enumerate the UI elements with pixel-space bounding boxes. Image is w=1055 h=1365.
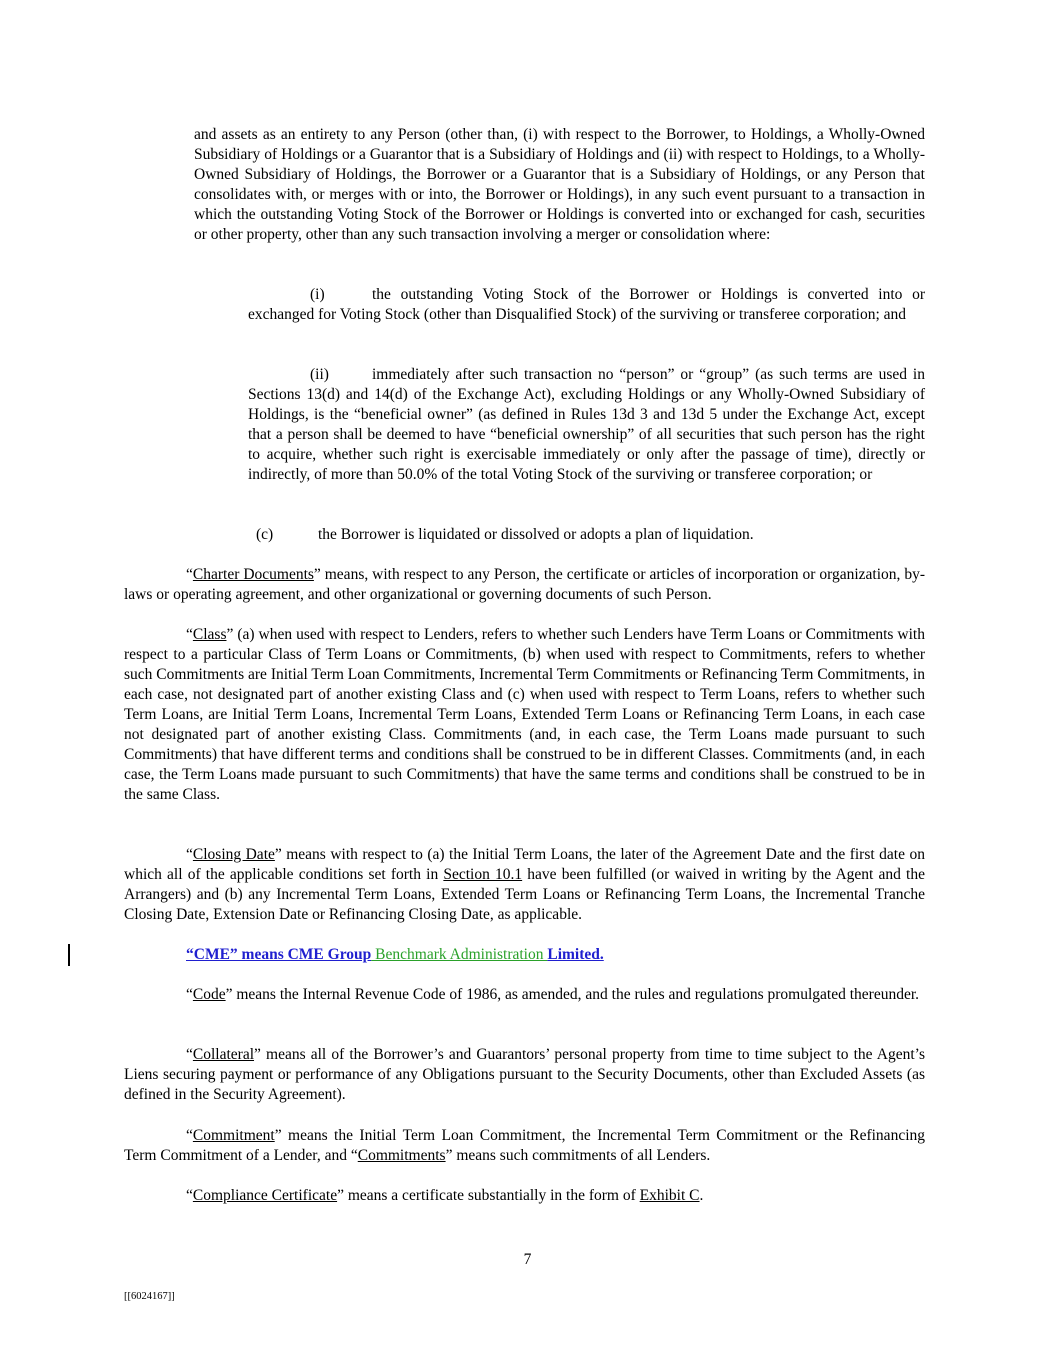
definition-code — [124, 985, 925, 1005]
sub-item-number: (ii) — [310, 366, 329, 383]
definition-compliance-certificate — [124, 1186, 925, 1206]
definition-text: ” means the Internal Revenue Code of 1986, as amended, and the rules and regulations promulgated thereunder. — [225, 986, 920, 1003]
definition-text: ” means with respect to (a) the Initial Term Loans, the later of the Agreement Date and the first date on which all of the applicable conditions set forth in — [124, 846, 925, 883]
definition-text: ” (a) when used with respect to Lenders, refers to whether such Lenders have Term Loans or Commitments with respect to a particular Class of Term Loans or Commitments, (b) when used with respect to Commitments, refers to whether such Commitments are Initial Term Loan Commitments, Incremental Term Commitments or Refinancing Term Commitments, in each case, not designated part of another existing Class and (c) when used with respect to Term Loans, refers to whether such Term Loans, are Initial Term Loans, Incremental Term Loans, Extended Term Loans or Refinancing Term Loans, in each case not designated part of another existing Class. Commitments (and, in each case, the Term Loans made pursuant to such Commitments) that have different terms and conditions shall be construed to be in different Classes. Commitments (and, in each case, the Term Loans made pursuant to such Commitments) that have the same terms and conditions shall be construed to be in the same Class. — [124, 626, 925, 803]
definition-text-rest: . — [699, 1187, 704, 1204]
open-quote: “ — [186, 846, 193, 863]
open-quote: “ — [186, 626, 193, 643]
revision-change-bar — [68, 944, 70, 966]
definition-text: ” means a certificate substantially in the form of — [337, 1187, 640, 1204]
exhibit-reference[interactable]: Exhibit C — [639, 1187, 700, 1204]
definition-collateral — [124, 1045, 925, 1105]
defined-term-plural: Commitments — [357, 1147, 446, 1164]
definition-text: ” means all of the Borrower’s and Guarantors’ personal property from time to time subject to the Agent’s Liens securing payment or performance of any Obligations pursuant to the Security Documents, other than Excluded Assets (as defined in the Security Agreement). — [124, 1046, 925, 1103]
item-number: (c) — [256, 526, 274, 543]
continuation-paragraph: and assets as an entirety to any Person (other than, (i) with respect to the Borrower, to Holdings, a Wholly-Owned Subsidiary of Holdings or a Guarantor that is a Subsidiary of Holdings and (ii) with respect to Holdings, to a Wholly-Owned Subsidiary of Holdings, the Borrower or a Guarantor that is a Subsidiary of Holdings, or any Person that consolidates with, or merges with or into, the Borrower or Holdings), in any such event pursuant to a transaction in which the outstanding Voting Stock of the Borrower or Holdings is converted into or exchanged for cash, securities or other property, other than any such transaction involving a merger or consolidation where: — [194, 126, 925, 243]
inserted-text-blue: Limited. — [547, 946, 604, 963]
open-quote: “ — [186, 986, 193, 1003]
defined-term: Compliance Certificate — [192, 1187, 338, 1204]
definition-text: ” means the Initial Term Loan Commitment, the Incremental Term Commitment or the Refinancing Term Commitment of a Lender, and “ — [124, 1127, 925, 1164]
definition-text-rest: ” means such commitments of all Lenders. — [445, 1147, 711, 1164]
sub-item-ii — [248, 365, 925, 485]
defined-term: Code — [192, 986, 226, 1003]
open-quote: “ — [186, 1187, 193, 1204]
definition-text-rest: have been fulfilled (or waived in writing by the Agent and the Arrangers) and (b) any Incremental Term Loans, Extended Term Loans or Refinancing Term Loans, the Incremental Tranche Closing Date, Extension Date or Refinancing Closing Date, as applicable. — [124, 866, 925, 923]
definition-class — [124, 625, 925, 805]
defined-term: Class — [192, 626, 227, 643]
page-number: 7 — [523, 1251, 532, 1268]
definition-text: ” means, with respect to any Person, the certificate or articles of incorporation or organization, by-laws or operating agreement, and other organizational or governing documents of such Person. — [124, 566, 926, 603]
inserted-text-blue: “CME” means CME Group — [186, 946, 372, 963]
open-quote: “ — [186, 1127, 193, 1144]
sub-item-text: immediately after such transaction no “person” or “group” (as such terms are used in Sections 13(d) and 14(d) of the Exchange Act), excluding Holdings or any Wholly-Owned Subsidiary of Holdings, is the “beneficial owner” (as defined in Rules 13d 3 and 13d 5 under the Exchange Act, except that a person shall be deemed to have “beneficial ownership” of all securities that such person has the right to acquire, whether such right is exercisable immediately or only after the passage of time), directly or indirectly, of more than 50.0% of the total Voting Stock of the surviving or transferee corporation; or — [248, 366, 925, 483]
open-quote: “ — [186, 1046, 193, 1063]
section-reference[interactable]: Section 10.1 — [443, 866, 523, 883]
document-id: [[6024167]] — [124, 1291, 175, 1302]
definition-closing-date — [124, 845, 925, 925]
defined-term: Commitment — [192, 1127, 275, 1144]
inserted-text-green: Benchmark Administration — [371, 946, 548, 963]
definition-charter-documents — [124, 565, 925, 605]
defined-term: Closing Date — [192, 846, 275, 863]
sub-item-text: the outstanding Voting Stock of the Borrower or Holdings is converted into or exchanged for Voting Stock (other than Disqualified Stock) of the surviving or transferee corporation; and — [248, 286, 925, 323]
open-quote: “ — [186, 566, 193, 583]
sub-item-i — [248, 285, 925, 325]
defined-term: Collateral — [192, 1046, 255, 1063]
sub-item-number: (i) — [310, 286, 325, 303]
definition-cme-inserted — [186, 945, 886, 965]
item-c — [256, 525, 925, 545]
item-text: the Borrower is liquidated or dissolved or adopts a plan of liquidation. — [318, 526, 754, 543]
defined-term: Charter Documents — [192, 566, 314, 583]
definition-commitment — [124, 1126, 925, 1166]
